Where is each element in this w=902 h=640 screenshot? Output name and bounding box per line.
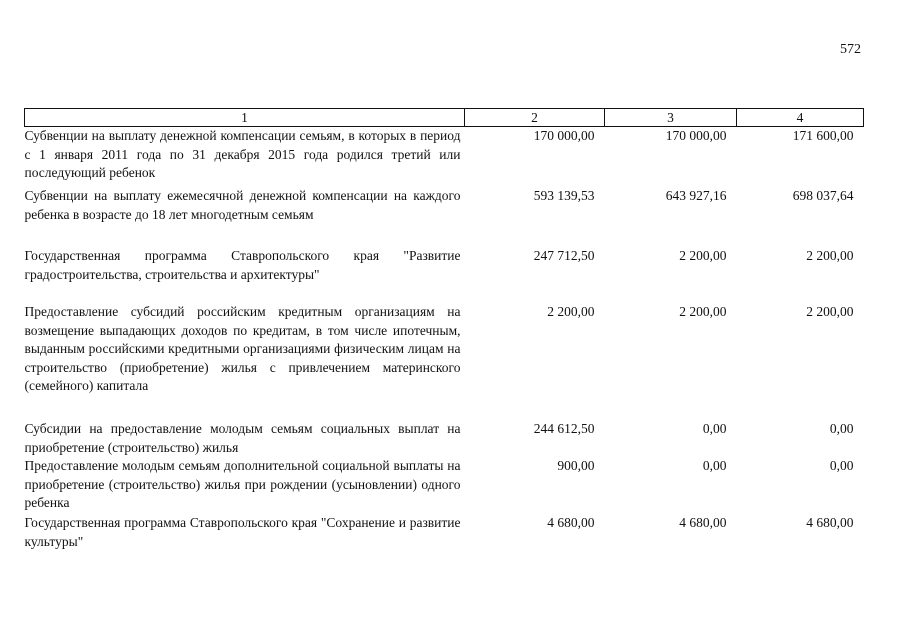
row-value-col-2: 593 139,53 bbox=[533, 188, 595, 203]
row-description: Субсидии на предоставление молодым семьям социальных выплат на приобретение (строительство) жилья bbox=[24, 421, 461, 455]
table-row bbox=[25, 457, 864, 514]
row-description: Государственная программа Ставропольского края "Развитие градостроительства, строительства и архитектуры" bbox=[24, 248, 461, 282]
row-value-col-4: 2 200,00 bbox=[806, 248, 854, 263]
table-row bbox=[25, 420, 864, 457]
row-value-col-4: 2 200,00 bbox=[806, 304, 854, 319]
row-value-col-2: 2 200,00 bbox=[547, 304, 595, 319]
table-row bbox=[25, 303, 864, 420]
row-description: Государственная программа Ставропольского края "Сохранение и развитие культуры" bbox=[24, 515, 461, 549]
page-number: 572 bbox=[840, 42, 861, 57]
row-value-col-2: 170 000,00 bbox=[533, 128, 595, 143]
row-value-col-4: 171 600,00 bbox=[792, 128, 854, 143]
row-value-col-2: 244 612,50 bbox=[533, 421, 595, 436]
row-value-col-2: 247 712,50 bbox=[533, 248, 595, 263]
header-col-3: 3 bbox=[605, 109, 737, 127]
row-value-col-3: 643 927,16 bbox=[665, 188, 727, 203]
row-value-col-3: 4 680,00 bbox=[679, 515, 727, 530]
header-col-2: 2 bbox=[465, 109, 605, 127]
row-value-col-4: 0,00 bbox=[829, 458, 854, 473]
row-description: Субвенции на выплату ежемесячной денежной компенсации на каждого ребенка в возрасте до 18 лет многодетным семьям bbox=[24, 188, 461, 222]
row-value-col-3: 0,00 bbox=[702, 421, 727, 436]
table-row bbox=[25, 247, 864, 303]
header-col-1: 1 bbox=[25, 109, 465, 127]
row-value-col-2: 4 680,00 bbox=[547, 515, 595, 530]
table-header bbox=[25, 109, 864, 127]
row-value-col-3: 2 200,00 bbox=[679, 304, 727, 319]
row-value-col-3: 2 200,00 bbox=[679, 248, 727, 263]
budget-table bbox=[24, 108, 864, 554]
row-value-col-2: 900,00 bbox=[557, 458, 595, 473]
row-description: Предоставление молодым семьям дополнительной социальной выплаты на приобретение (строительство) жилья при рождении (усыновлении) одного ребенка bbox=[24, 458, 461, 510]
table-row bbox=[25, 187, 864, 247]
table-row bbox=[25, 127, 864, 188]
header-row bbox=[25, 109, 864, 127]
row-value-col-3: 170 000,00 bbox=[665, 128, 727, 143]
row-value-col-4: 4 680,00 bbox=[806, 515, 854, 530]
row-value-col-3: 0,00 bbox=[702, 458, 727, 473]
row-value-col-4: 698 037,64 bbox=[792, 188, 854, 203]
header-col-4: 4 bbox=[737, 109, 864, 127]
table-row bbox=[25, 514, 864, 554]
table-body bbox=[25, 127, 864, 555]
row-description: Предоставление субсидий российским кредитным организациям на возмещение выпадающих доходов по кредитам, в том числе ипотечным, выданным российскими кредитными организациями физическим лицам на строительство (приобретение) жилья с привлечением материнского (семейного) капитала bbox=[24, 304, 461, 393]
row-value-col-4: 0,00 bbox=[829, 421, 854, 436]
row-description: Субвенции на выплату денежной компенсации семьям, в которых в период с 1 января 2011 года по 31 декабря 2015 года родился третий или последующий ребенок bbox=[24, 128, 461, 180]
